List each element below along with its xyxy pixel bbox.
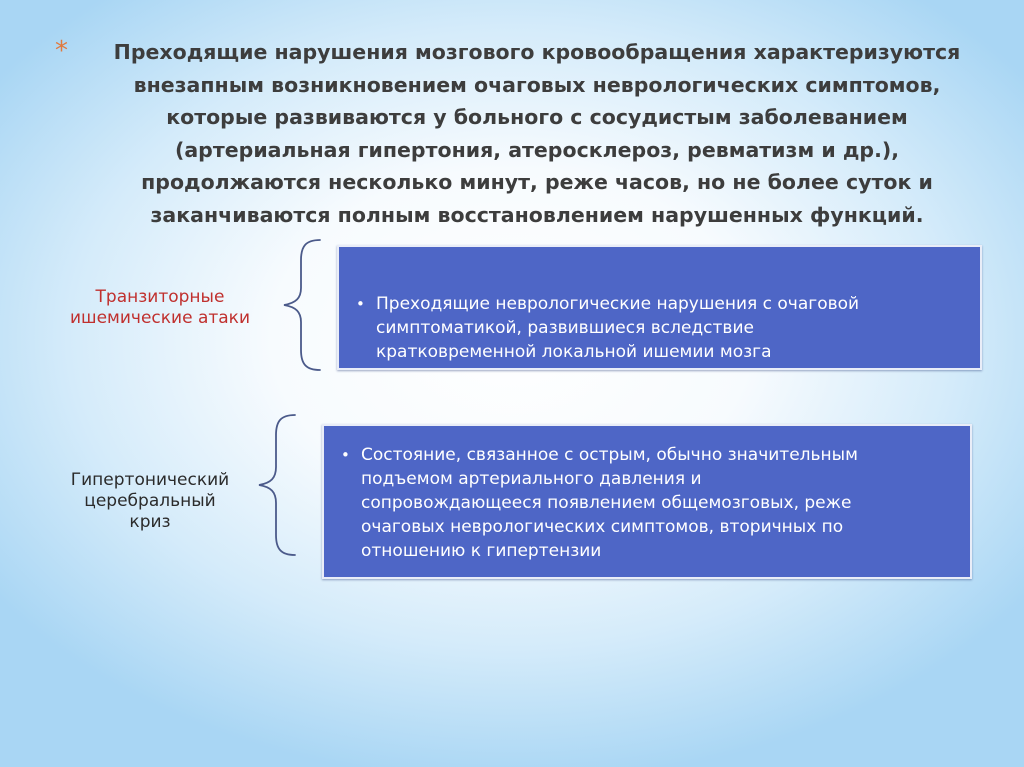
definition-line: отношению к гипертензии [361,541,602,561]
curly-brace-icon [255,413,303,557]
term-line: Гипертонический [70,470,230,490]
definition-line: кратковременной локальной ишемии мозга [376,342,772,362]
definition-box [337,245,982,370]
definition-text [341,443,858,563]
term-hypertensive-cerebral-crisis [40,470,260,533]
definition-box [322,424,972,579]
term-transient-ischemic-attacks [45,287,275,329]
definition-line: симптоматикой, развившиеся вследствие [376,318,754,338]
bullet-icon: • [341,446,350,464]
term-line: криз [129,512,171,532]
term-line: Транзиторные [95,287,225,307]
intro-line: заканчиваются полным восстановлением нарушенных функций. [150,202,924,227]
definition-line-text: Преходящие неврологические нарушения с очаговой [376,294,860,314]
term-line: ишемические атаки [69,308,251,328]
definition-line [341,443,858,467]
definition-line: подъемом артериального давления и [361,469,702,489]
curly-brace-icon [280,238,328,372]
intro-line: которые развиваются у больного с сосудистым заболеванием [166,105,908,130]
intro-paragraph [92,36,982,232]
intro-line: (артериальная гипертония, атеросклероз, ревматизм и др.), [174,137,900,162]
definition-line-text: Состояние, связанное с острым, обычно значительным [361,445,858,465]
definition-line: сопровождающееся появлением общемозговых, реже [361,493,852,513]
bullet-icon: • [356,295,365,313]
title-bullet-icon: * [55,36,68,66]
intro-line: продолжаются несколько минут, реже часов, но не более суток и [141,170,933,195]
intro-line: Преходящие нарушения мозгового кровообращения характеризуются [113,40,961,64]
term-line: церебральный [84,491,216,511]
intro-line: внезапным возникновением очаговых неврологических симптомов, [133,72,941,97]
definition-line: очаговых неврологических симптомов, вторичных по [361,517,844,537]
definition-text [356,292,859,364]
definition-line [356,292,859,316]
